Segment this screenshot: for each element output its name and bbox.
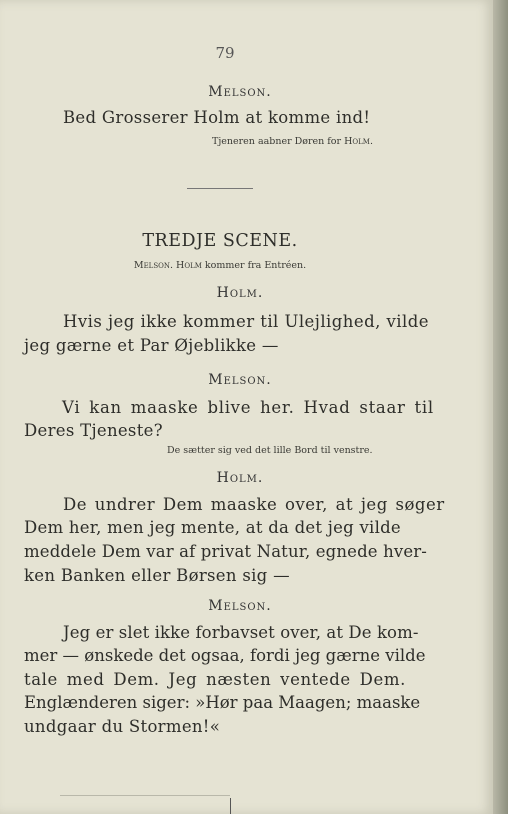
page-bottom-shadow xyxy=(60,795,230,796)
speaker-holm: Holm. xyxy=(216,285,264,301)
dialogue-line: Englænderen siger: »Hør paa Maagen; maaske xyxy=(24,693,421,712)
dialogue-line: Hvis jeg ikke kommer til Ulejlighed, vilde xyxy=(63,312,429,331)
section-divider xyxy=(187,188,253,189)
cast-note: kommer fra Entréen. xyxy=(204,260,307,271)
cast-holm: Holm xyxy=(176,260,202,271)
stage-direction: De sætter sig ved det lille Bord til venstre. xyxy=(167,445,373,456)
dialogue-line: ken Banken eller Børsen sig — xyxy=(24,566,290,585)
cast-melson: Melson. xyxy=(133,260,174,271)
dialogue-line: meddele Dem var af privat Natur, egnede hver- xyxy=(24,542,428,561)
page-number: 79 xyxy=(215,44,235,62)
speaker-melson: Melson. xyxy=(208,84,272,100)
stage-direction xyxy=(212,136,373,147)
dialogue-line: Bed Grosserer Holm at komme ind! xyxy=(63,108,371,127)
stage-direction-name: Holm. xyxy=(344,136,373,147)
speaker-melson: Melson. xyxy=(208,598,272,614)
dialogue-line: mer — ønskede det ogsaa, fordi jeg gærne vilde xyxy=(24,646,426,665)
stage-direction-text: Tjeneren aabner Døren for xyxy=(212,136,342,147)
dialogue-line: undgaar du Stormen!« xyxy=(24,717,221,736)
dialogue-line: De undrer Dem maaske over, at jeg søger xyxy=(63,495,445,514)
dialogue-line: tale med Dem. Jeg næsten ventede Dem. xyxy=(24,670,406,689)
scene-cast xyxy=(0,260,440,271)
speaker-holm: Holm. xyxy=(216,470,264,486)
dialogue-line: Jeg er slet ikke forbavset over, at De kom- xyxy=(63,623,419,642)
scene-title: TREDJE SCENE. xyxy=(142,231,298,251)
page-edge xyxy=(493,0,508,814)
dialogue-line: Vi kan maaske blive her. Hvad staar til xyxy=(62,398,434,417)
dialogue-line: jeg gærne et Par Øjeblikke — xyxy=(24,336,279,355)
dialogue-line: Deres Tjeneste? xyxy=(24,421,163,440)
dialogue-line: Dem her, men jeg mente, at da det jeg vilde xyxy=(24,518,401,537)
speaker-melson: Melson. xyxy=(208,372,272,388)
binding-mark xyxy=(230,798,231,814)
